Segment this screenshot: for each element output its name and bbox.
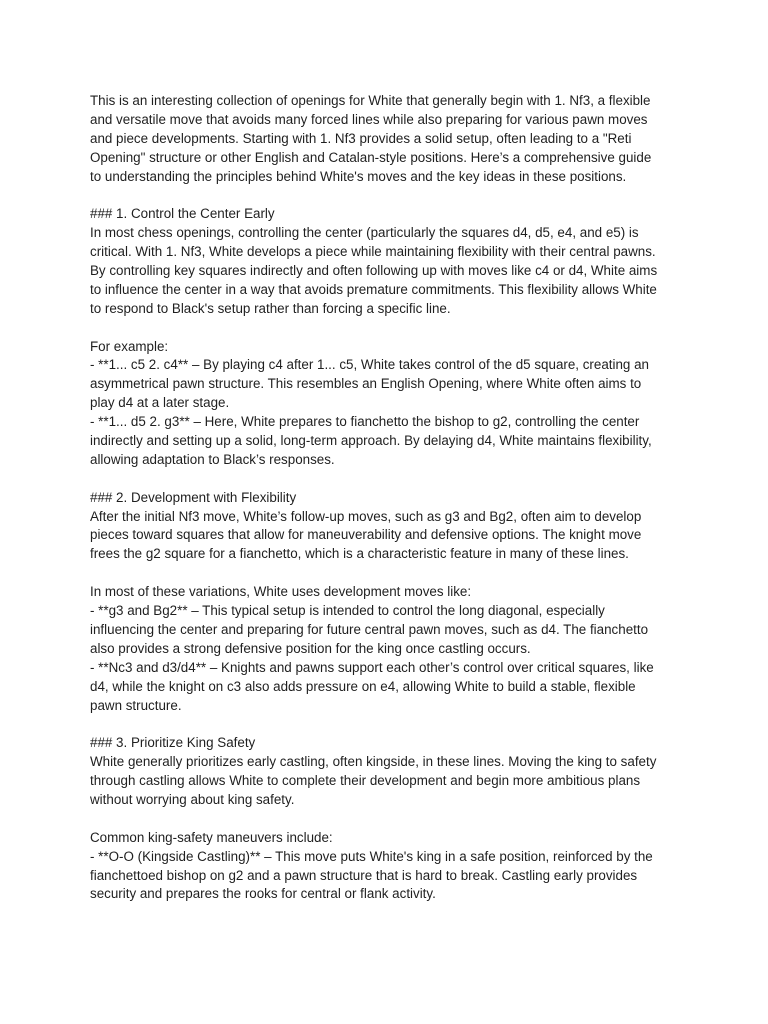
text-line: frees the g2 square for a fianchetto, which is a characteristic feature in many of these lines. [90,546,629,562]
text-line: to respond to Black's setup rather than forcing a specific line. [90,300,451,316]
text-line: security and prepares the rooks for central or flank activity. [90,886,436,902]
text-line: play d4 at a later stage. [90,395,230,411]
text-line: ### 2. Development with Flexibility [90,489,297,505]
paragraph-spacer [90,186,690,205]
text-line: pawn structure. [90,697,182,713]
document-body [90,92,690,904]
text-line: and piece developments. Starting with 1. Nf3 provides a solid setup, often leading to a "Reti [90,130,632,146]
text-line: allowing adaptation to Black’s responses. [90,451,335,467]
text-line: through castling allows White to complete their development and begin more ambitious plans [90,773,641,789]
text-line: Opening" structure or other English and Catalan-style positions. Here’s a comprehensive guide [90,149,652,165]
text-line: - **Nc3 and d3/d4** – Knights and pawns support each other’s control over critical squares, like [90,659,654,675]
text-line: For example: [90,338,169,354]
text-line: - **1... c5 2. c4** – By playing c4 after 1... c5, White takes control of the d5 square, creating an [90,357,649,373]
text-line: - **O-O (Kingside Castling)** – This move puts White's king in a safe position, reinforced by the [90,848,653,864]
text-line: White generally prioritizes early castling, often kingside, in these lines. Moving the king to safety [90,754,657,770]
paragraph-block [90,734,690,810]
text-line: influencing the center and preparing for future central pawn moves, such as d4. The fianchetto [90,621,649,637]
text-line: critical. With 1. Nf3, White develops a piece while maintaining flexibility with their central pawns. [90,244,656,260]
paragraph-block [90,489,690,565]
paragraph-block [90,205,690,318]
paragraph-block [90,338,690,470]
paragraph-spacer [90,319,690,338]
paragraph-block [90,583,690,715]
paragraph-spacer [90,564,690,583]
text-line: In most chess openings, controlling the center (particularly the squares d4, d5, e4, and e5) is [90,225,639,241]
text-line: ### 3. Prioritize King Safety [90,735,256,751]
paragraph-block [90,829,690,905]
text-line: This is an interesting collection of openings for White that generally begin with 1. Nf3, a flexible [90,93,651,108]
text-line: pieces toward squares that allow for maneuverability and defensive options. The knight move [90,527,642,543]
text-line: Common king-safety maneuvers include: [90,829,333,845]
text-line: also provides a strong defensive position for the king once castling occurs. [90,640,531,656]
text-line: ### 1. Control the Center Early [90,206,275,222]
text-line: d4, while the knight on c3 also adds pressure on e4, allowing White to build a stable, flexible [90,678,636,694]
text-line: to influence the center in a way that avoids premature commitments. This flexibility allows White [90,281,657,297]
text-line: asymmetrical pawn structure. This resembles an English Opening, where White often aims to [90,376,642,392]
text-line: without worrying about king safety. [90,791,295,807]
text-line: - **g3 and Bg2** – This typical setup is intended to control the long diagonal, especially [90,603,605,619]
text-line: After the initial Nf3 move, White’s follow-up moves, such as g3 and Bg2, often aim to develop [90,508,642,524]
text-line: and versatile move that avoids many forced lines while also preparing for various pawn moves [90,111,648,127]
text-line: - **1... d5 2. g3** – Here, White prepares to fianchetto the bishop to g2, controlling the center [90,414,640,430]
text-line: In most of these variations, White uses development moves like: [90,584,472,600]
paragraph-spacer [90,470,690,489]
text-line: to understanding the principles behind White's moves and the key ideas in these positions. [90,168,627,184]
paragraph-block [90,92,690,186]
paragraph-spacer [90,715,690,734]
paragraph-spacer [90,810,690,829]
text-line: fianchettoed bishop on g2 and a pawn structure that is hard to break. Castling early provides [90,867,638,883]
text-line: indirectly and setting up a solid, long-term approach. By delaying d4, White maintains flexibility, [90,433,652,449]
text-line: By controlling key squares indirectly and often following up with moves like c4 or d4, White aims [90,263,658,279]
